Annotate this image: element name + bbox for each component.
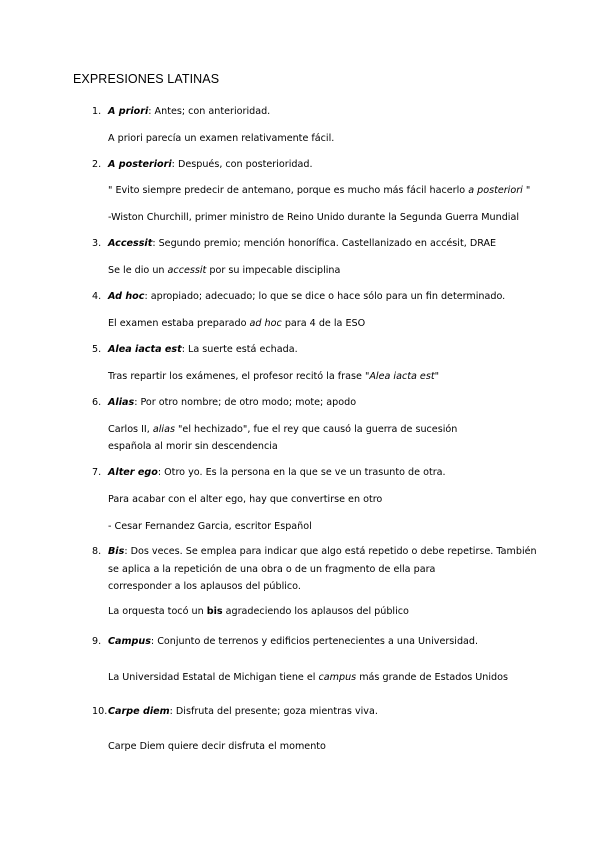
item-example bbox=[108, 603, 508, 620]
example-emphasis: alias bbox=[152, 424, 175, 435]
example-emphasis: a posteriori bbox=[468, 185, 523, 196]
item-term: Alea iacta est bbox=[108, 344, 182, 355]
example-text: " bbox=[434, 371, 440, 382]
item-example: Carpe Diem quiere decir disfruta el momento bbox=[108, 741, 326, 752]
item-definition-continued: se aplica a la repetición de una obra o de un fragmento de ella para corresponder a los aplausos del público. bbox=[108, 564, 436, 592]
item-example bbox=[108, 182, 531, 199]
item-term: A priori bbox=[108, 106, 149, 117]
item-example bbox=[108, 368, 508, 385]
example-emphasis: ad hoc bbox=[249, 318, 282, 329]
item-example: Para acabar con el alter ego, hay que convertirse en otro bbox=[108, 494, 383, 505]
example-text: más grande de Estados Unidos bbox=[356, 672, 508, 683]
example-text: La Universidad Estatal de Michigan tiene el bbox=[108, 672, 319, 683]
example-text: " bbox=[522, 185, 531, 196]
item-definition: : Otro yo. Es la persona en la que se ve un trasunto de otra. bbox=[157, 467, 446, 478]
example-text: Tras repartir los exámenes, el profesor recitó la frase " bbox=[108, 371, 370, 382]
item-definition: : Conjunto de terrenos y edificios pertenecientes a una Universidad. bbox=[150, 636, 479, 647]
example-text: El examen estaba preparado bbox=[108, 318, 250, 329]
item-number: 9. bbox=[92, 636, 102, 647]
item-definition: : La suerte está echada. bbox=[181, 344, 298, 355]
item-example bbox=[108, 262, 508, 279]
item-example bbox=[108, 315, 508, 332]
item-example bbox=[108, 421, 500, 455]
item-number: 1. bbox=[92, 106, 102, 117]
item-number: 2. bbox=[92, 159, 102, 170]
item-number: 5. bbox=[92, 344, 102, 355]
item-definition: : apropiado; adecuado; lo que se dice o hace sólo para un fin determinado. bbox=[144, 291, 506, 302]
example-text: La orquesta tocó un bbox=[108, 606, 207, 617]
item-number: 10. bbox=[92, 706, 108, 717]
item-term: Ad hoc bbox=[108, 291, 145, 302]
example-text: por su impecable disciplina bbox=[206, 265, 341, 276]
example-text: para 4 de la ESO bbox=[281, 318, 366, 329]
example-emphasis: Alea iacta est bbox=[369, 371, 435, 382]
item-attribution: -Wiston Churchill, primer ministro de Reino Unido durante la Segunda Guerra Mundial bbox=[108, 212, 519, 223]
item-term: Alter ego bbox=[108, 467, 158, 478]
item-definition: : Dos veces. Se emplea para indicar que algo está repetido o debe repetirse. También bbox=[124, 546, 537, 557]
item-term: A posteriori bbox=[108, 159, 172, 170]
item-definition: : Después, con posterioridad. bbox=[171, 159, 313, 170]
example-text: Se le dio un bbox=[108, 265, 168, 276]
example-text: " Evito siempre predecir de antemano, porque es mucho más fácil hacerlo bbox=[108, 185, 469, 196]
item-number: 7. bbox=[92, 467, 102, 478]
item-term: Carpe diem bbox=[108, 706, 170, 717]
item-definition: : Segundo premio; mención honorífica. Castellanizado en accésit, DRAE bbox=[152, 238, 497, 249]
example-text: Carlos II, bbox=[108, 424, 153, 435]
example-emphasis: accessit bbox=[167, 265, 207, 276]
item-term: Accessit bbox=[108, 238, 153, 249]
item-attribution: - Cesar Fernandez Garcia, escritor Español bbox=[108, 521, 312, 532]
item-example: A priori parecía un examen relativamente fácil. bbox=[108, 133, 335, 144]
item-term: Alias bbox=[108, 397, 135, 408]
item-term: Bis bbox=[108, 546, 125, 557]
example-emphasis: campus bbox=[318, 672, 357, 683]
item-number: 3. bbox=[92, 238, 102, 249]
item-term: Campus bbox=[108, 636, 151, 647]
document-title: EXPRESIONES LATINAS bbox=[73, 72, 220, 86]
item-definition: : Por otro nombre; de otro modo; mote; apodo bbox=[134, 397, 357, 408]
item-definition: : Disfruta del presente; goza mientras viva. bbox=[169, 706, 378, 717]
item-definition: : Antes; con anterioridad. bbox=[148, 106, 271, 117]
example-text: agradeciendo los aplausos del público bbox=[222, 606, 409, 617]
example-text: "el hechizado", fue el rey que causó la guerra de sucesión española al morir sin descendencia bbox=[108, 424, 458, 452]
example-bold: bis bbox=[206, 606, 223, 617]
item-number: 8. bbox=[92, 546, 102, 557]
item-number: 6. bbox=[92, 397, 102, 408]
item-example bbox=[108, 669, 508, 686]
item-number: 4. bbox=[92, 291, 102, 302]
